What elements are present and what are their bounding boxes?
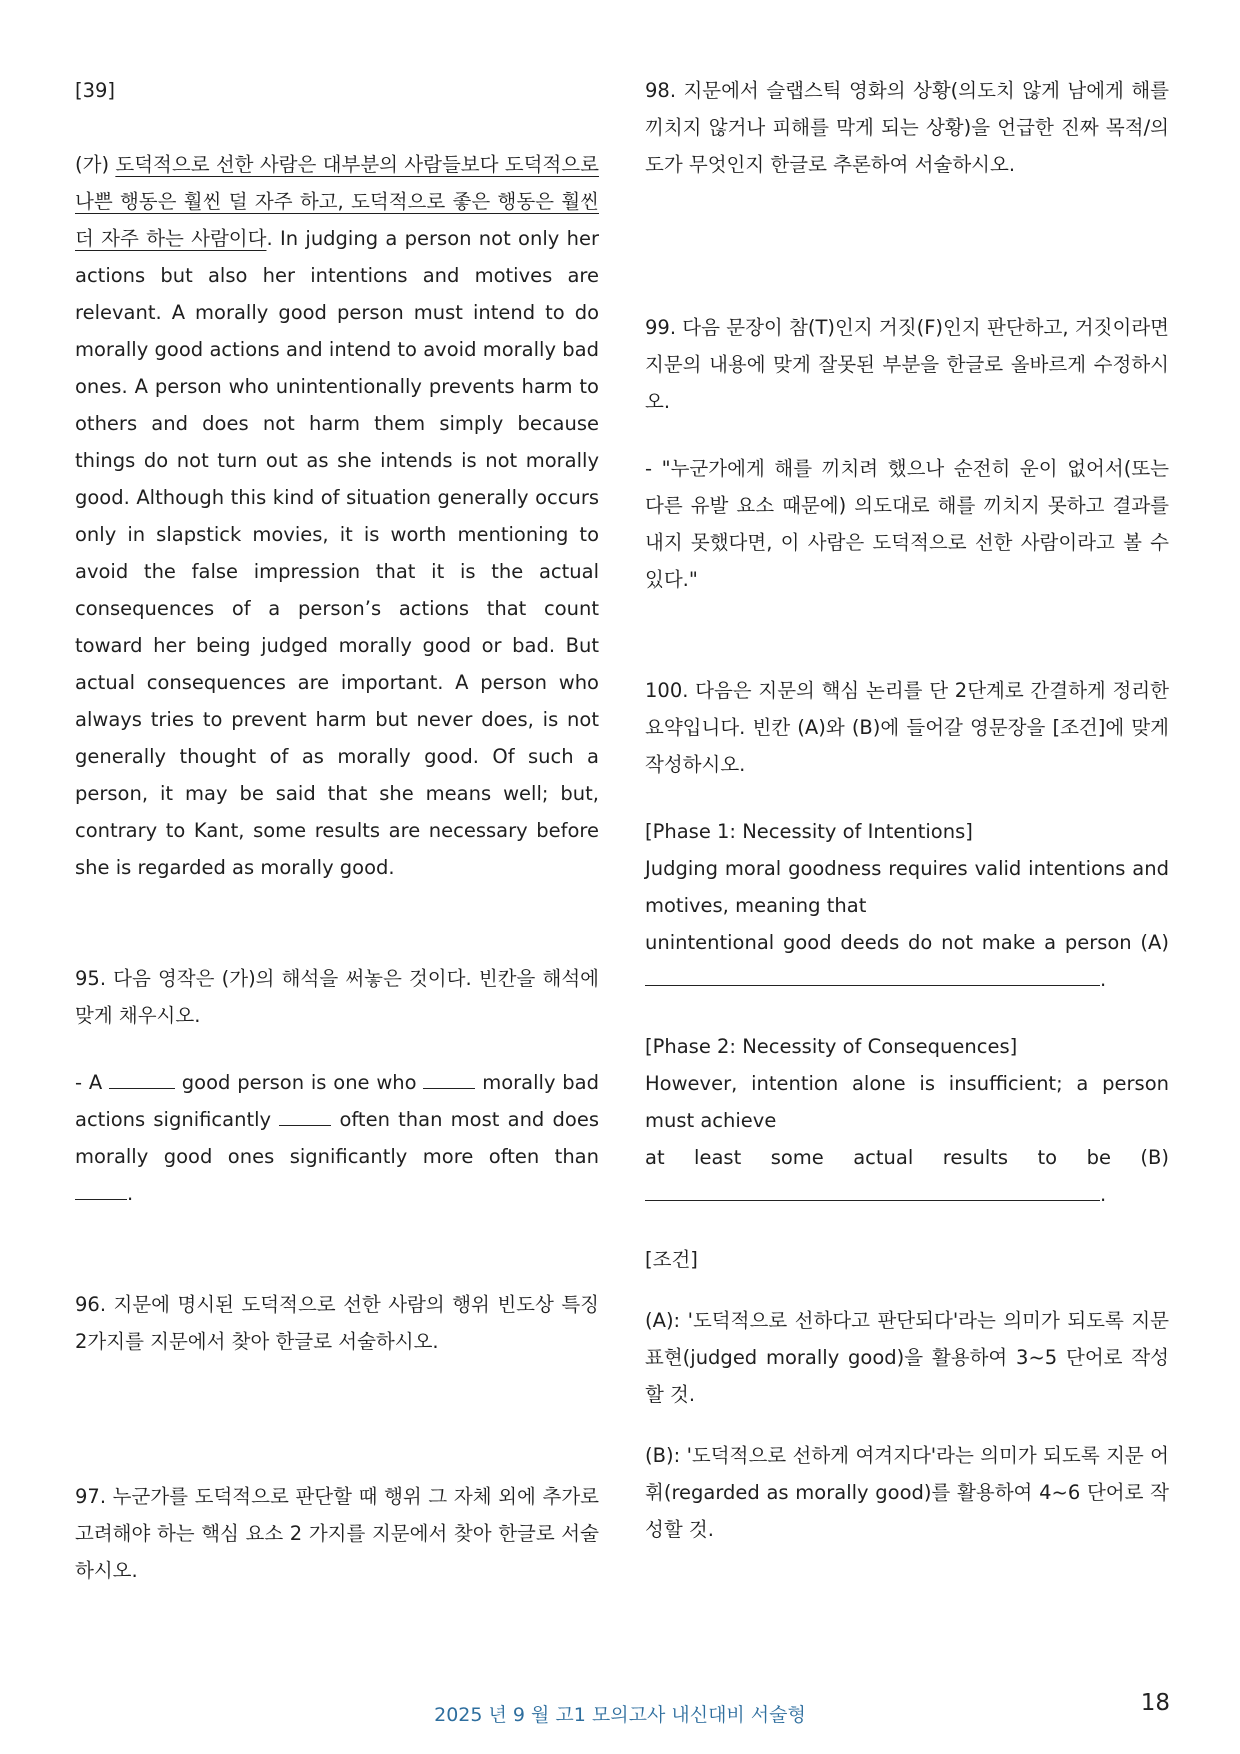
page-number: 18 — [1140, 1690, 1170, 1716]
q96-prompt: 96. 지문에 명시된 도덕적으로 선한 사람의 행위 빈도상 특징 2가지를 지문에서 찾아 한글로 서술하시오. — [75, 1293, 599, 1353]
passage — [75, 146, 599, 886]
q100-phase1-title: [Phase 1: Necessity of Intentions] — [645, 820, 973, 843]
q100-blank-b[interactable] — [645, 1178, 1100, 1201]
q95-prompt: 95. 다음 영작은 (가)의 해석을 써놓은 것이다. 빈칸을 해석에 맞게 채우시오. — [75, 967, 599, 1027]
q100-conditions-title: [조건] — [645, 1248, 698, 1271]
q95-text-4: often than most and does morally good ones significantly more often than — [75, 1108, 599, 1168]
q100-blank-b-row — [645, 1176, 1169, 1213]
passage-underlined-sentence: 도덕적으로 선한 사람은 대부분의 사람들보다 도덕적으로 나쁜 행동은 훨씬 덜 자주 하고, 도덕적으로 좋은 행동은 훨씬 더 자주 하는 사람이다 — [75, 153, 599, 250]
q97-prompt: 97. 누군가를 도덕적으로 판단할 때 행위 그 자체 외에 추가로 고려해야 하는 핵심 요소 2 가지를 지문에서 찾아 한글로 서술하시오. — [75, 1485, 599, 1582]
q100-period-b: . — [1100, 1183, 1107, 1206]
q100-phase1-line: unintentional good deeds do not make a person (A) — [645, 931, 1169, 954]
left-column — [75, 72, 599, 1589]
q95-text-5: . — [127, 1182, 134, 1205]
q100-phase2-line: at least some actual results to be (B) — [645, 1146, 1169, 1169]
q100-phase1-text: Judging moral goodness requires valid intentions and motives, meaning that — [645, 857, 1169, 917]
q100-prompt: 100. 다음은 지문의 핵심 논리를 단 2단계로 간결하게 정리한 요약입니다. 빈칸 (A)와 (B)에 들어갈 영문장을 [조건]에 맞게 작성하시오. — [645, 679, 1169, 776]
q100-condition-b: (B): '도덕적으로 선하게 여겨지다'라는 의미가 되도록 지문 어휘(regarded as morally good)를 활용하여 4~6 단어로 작성할 것. — [645, 1444, 1169, 1541]
q95-blank-2[interactable] — [423, 1069, 475, 1089]
right-column — [645, 72, 1169, 1548]
q95-blank-1[interactable] — [109, 1069, 175, 1089]
passage-label: [39] — [75, 79, 116, 102]
q95-blank-4[interactable] — [75, 1180, 127, 1200]
passage-body: . In judging a person not only her actions but also her intentions and motives are relevant. A morally good person must intend to do morally good actions and intend to avoid morally bad ones. A person who unintentionally prevents harm to others and does not harm them simply because things do not turn out as she intends is not morally good. Although this kind of situation generally occurs only in slapstick movies, it is worth mentioning to avoid the false impression that it is the actual consequences of a person’s actions that count toward her being judged morally good or bad. But actual consequences are important. A person who always tries to prevent harm but never does, is not generally thought of as morally good. Of such a person, it may be said that she means well; but, contrary to Kant, some results are necessary before she is regarded as morally good. — [75, 227, 599, 879]
q100-blank-a[interactable] — [645, 963, 1100, 986]
q100-phase2-text: However, intention alone is insufficient; a person must achieve — [645, 1072, 1169, 1132]
q95-sentence — [75, 1064, 599, 1212]
passage-marker: (가) — [75, 153, 116, 176]
q99-statement: - "누군가에게 해를 끼치려 했으나 순전히 운이 없어서(또는 다른 유발 요소 때문에) 의도대로 해를 끼치지 못하고 결과를 내지 못했다면, 이 사람은 도덕적으로 선한 사람이라고 볼 수 있다." — [645, 457, 1169, 591]
q100-blank-a-row — [645, 961, 1169, 998]
q95-text-2: good person is one who — [175, 1071, 424, 1094]
q95-text-3: morally bad actions significantly — [75, 1071, 599, 1131]
q100-phase2-title: [Phase 2: Necessity of Consequences] — [645, 1035, 1018, 1058]
footer-title: 2025 년 9 월 고1 모의고사 내신대비 서술형 — [434, 1704, 806, 1726]
q99-prompt: 99. 다음 문장이 참(T)인지 거짓(F)인지 판단하고, 거짓이라면 지문의 내용에 맞게 잘못된 부분을 한글로 올바르게 수정하시오. — [645, 316, 1169, 413]
q100-condition-a: (A): '도덕적으로 선하다고 판단되다'라는 의미가 되도록 지문 표현(judged morally good)을 활용하여 3~5 단어로 작성할 것. — [645, 1309, 1169, 1406]
q100-period-a: . — [1100, 968, 1107, 991]
q95-blank-3[interactable] — [279, 1106, 331, 1126]
q98-prompt: 98. 지문에서 슬랩스틱 영화의 상황(의도치 않게 남에게 해를 끼치지 않거나 피해를 막게 되는 상황)을 언급한 진짜 목적/의도가 무엇인지 한글로 추론하여 서술하시오. — [645, 79, 1169, 176]
q95-text-1: - A — [75, 1071, 109, 1094]
